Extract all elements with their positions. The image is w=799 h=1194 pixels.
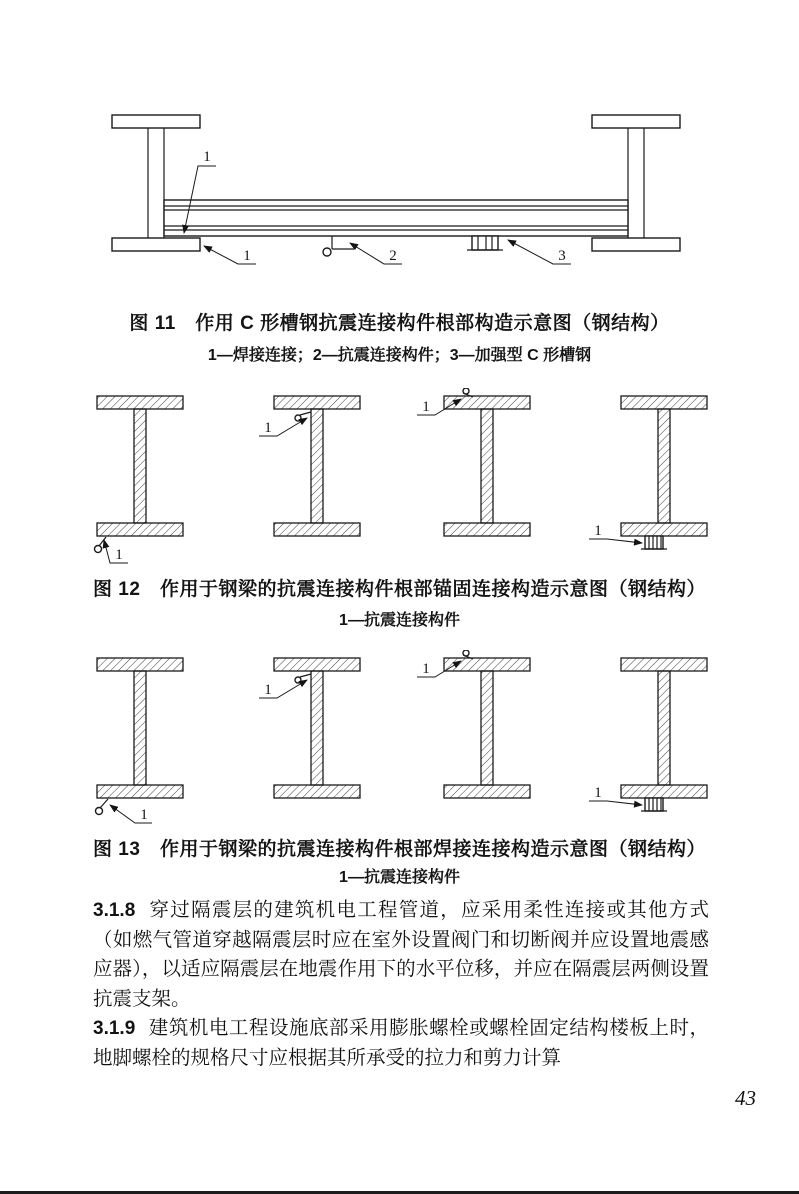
reinforced-c-channel xyxy=(467,236,503,250)
anchor-clamp-bottom xyxy=(641,536,667,549)
svg-text:1: 1 xyxy=(203,149,211,165)
figure-12-caption: 图 12 作用于钢梁的抗震连接构件根部锚固连接构造示意图（钢结构） xyxy=(93,579,706,600)
callout-2 xyxy=(350,243,402,264)
svg-text:1: 1 xyxy=(422,399,430,415)
svg-text:2: 2 xyxy=(389,248,397,264)
callout-1-bottom xyxy=(204,246,256,264)
svg-text:1: 1 xyxy=(594,785,602,801)
anchor-connector-bottom-left xyxy=(95,537,107,553)
clause-text: 穿过隔震层的建筑机电工程管道，应采用柔性连接或其他方式（如燃气管道穿越隔震层时应在室外设置阀门和切断阀并应设置地震感应器），以适应隔震层在地震作用下的水平位移，并应在隔震层两侧设置抗震支架。 xyxy=(93,900,709,1010)
weld-clamp-bottom xyxy=(641,798,667,811)
clause-text: 建筑机电工程设施底部采用膨胀螺栓或螺栓固定结构楼板上时，地脚螺栓的规格尺寸应根据其所承受的拉力和剪力计算 xyxy=(93,1018,709,1069)
svg-text:1: 1 xyxy=(115,547,123,563)
svg-text:1: 1 xyxy=(422,661,430,677)
svg-text:1: 1 xyxy=(264,420,272,436)
page-number: 43 xyxy=(735,1086,756,1110)
svg-text:1: 1 xyxy=(140,807,148,823)
anchor-connector-web xyxy=(295,412,311,421)
i-beam-section xyxy=(274,396,360,536)
figure-11-caption: 图 11 作用 C 形槽钢抗震连接构件根部构造示意图（钢结构） xyxy=(129,313,670,334)
svg-text:3: 3 xyxy=(558,248,566,264)
i-beam-section xyxy=(621,658,707,798)
weld-connector-web xyxy=(295,674,311,683)
figure-11-diagram xyxy=(100,103,700,293)
svg-text:1: 1 xyxy=(594,523,602,539)
i-beam-section xyxy=(621,396,707,536)
i-beam-section xyxy=(97,396,183,536)
seismic-connection-component xyxy=(323,236,354,256)
clause-number: 3.1.8 xyxy=(93,900,136,921)
callout-1 xyxy=(104,540,128,563)
figure-13-caption: 图 13 作用于钢梁的抗震连接构件根部焊接连接构造示意图（钢结构） xyxy=(93,839,706,860)
paragraph-3-1-8 xyxy=(93,896,709,1014)
callout-1 xyxy=(110,805,152,823)
callout-3 xyxy=(508,240,571,264)
i-beam-section xyxy=(97,658,183,798)
figure-11-legend: 1—焊接连接；2—抗震连接构件；3—加强型 C 形槽钢 xyxy=(207,347,592,364)
weld-connector-bottom-left xyxy=(96,799,109,815)
paragraph-3-1-9 xyxy=(93,1014,709,1073)
figure-13-legend: 1—抗震连接构件 xyxy=(339,869,460,886)
i-beam-section xyxy=(444,658,530,798)
svg-text:1: 1 xyxy=(243,248,251,264)
i-beam-section xyxy=(444,396,530,536)
svg-text:1: 1 xyxy=(264,682,272,698)
figure-12-legend: 1—抗震连接构件 xyxy=(339,612,460,629)
clause-number: 3.1.9 xyxy=(93,1018,136,1039)
i-beam-section xyxy=(274,658,360,798)
c-channel-beam xyxy=(164,200,628,236)
figure-13-diagram xyxy=(92,650,712,832)
figure-12-diagram xyxy=(92,388,712,570)
body-text xyxy=(93,896,709,1073)
